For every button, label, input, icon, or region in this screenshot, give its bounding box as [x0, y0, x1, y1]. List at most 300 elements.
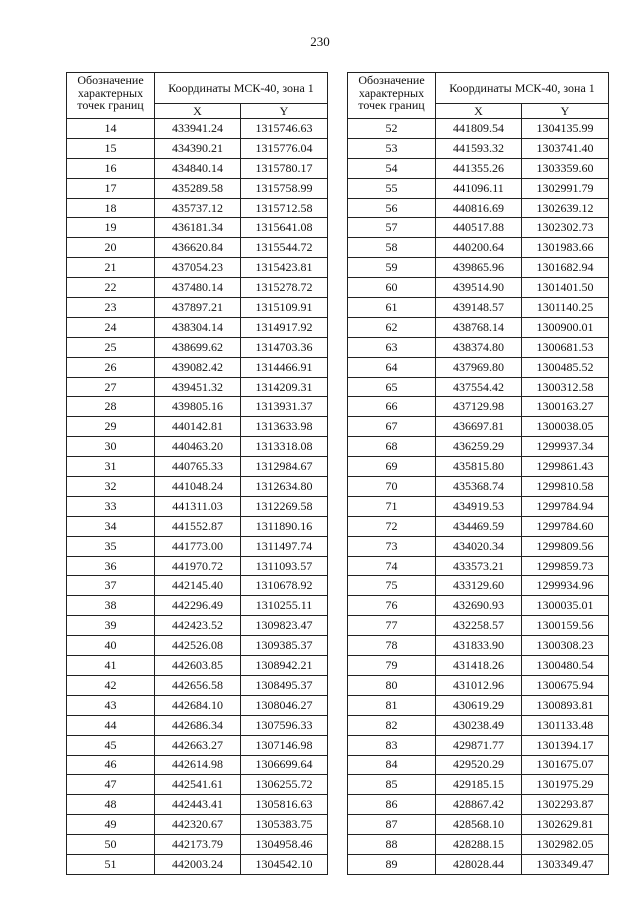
x-coordinate-cell: 437054.23 [155, 258, 241, 278]
table-row [67, 218, 328, 238]
y-coordinate-cell: 1302991.79 [522, 178, 609, 198]
table-row [67, 636, 328, 656]
x-coordinate-cell: 442003.24 [155, 854, 241, 874]
table-row [67, 278, 328, 298]
x-coordinate-cell: 442526.08 [155, 636, 241, 656]
y-coordinate-cell: 1301975.29 [522, 775, 609, 795]
x-coordinate-cell: 442684.10 [155, 695, 241, 715]
y-coordinate-cell: 1302293.87 [522, 795, 609, 815]
x-coordinate-cell: 428867.42 [436, 795, 522, 815]
y-coordinate-cell: 1300485.52 [522, 357, 609, 377]
point-number-cell: 62 [348, 317, 436, 337]
table-row [67, 437, 328, 457]
point-number-cell: 39 [67, 616, 155, 636]
table-row [348, 735, 609, 755]
table-row [67, 178, 328, 198]
table-row [67, 158, 328, 178]
coords-group-header: Координаты МСК-40, зона 1 [436, 73, 609, 104]
x-coordinate-cell: 434020.34 [436, 536, 522, 556]
x-coordinate-cell: 442443.41 [155, 795, 241, 815]
y-coordinate-cell: 1315758.99 [241, 178, 328, 198]
x-coordinate-cell: 436181.34 [155, 218, 241, 238]
y-coordinate-cell: 1307146.98 [241, 735, 328, 755]
x-coordinate-cell: 440463.20 [155, 437, 241, 457]
point-number-cell: 33 [67, 496, 155, 516]
table-row [67, 516, 328, 536]
point-number-cell: 37 [67, 576, 155, 596]
y-coordinate-cell: 1302982.05 [522, 835, 609, 855]
table-row [348, 298, 609, 318]
table-row [67, 775, 328, 795]
point-number-cell: 87 [348, 815, 436, 835]
point-number-cell: 89 [348, 854, 436, 874]
x-coordinate-cell: 435737.12 [155, 198, 241, 218]
table-body [348, 119, 609, 875]
x-coordinate-cell: 437897.21 [155, 298, 241, 318]
table-row [67, 337, 328, 357]
table-row [348, 496, 609, 516]
x-coordinate-cell: 436259.29 [436, 437, 522, 457]
point-label-header: Обозначение характерных точек границ [67, 73, 155, 119]
table-row [348, 516, 609, 536]
x-coordinate-cell: 441809.54 [436, 119, 522, 139]
table-row [67, 238, 328, 258]
x-coordinate-cell: 441096.11 [436, 178, 522, 198]
point-number-cell: 20 [67, 238, 155, 258]
y-coordinate-cell: 1306699.64 [241, 755, 328, 775]
point-number-cell: 88 [348, 835, 436, 855]
x-coordinate-cell: 437129.98 [436, 397, 522, 417]
x-coordinate-cell: 442614.98 [155, 755, 241, 775]
table-row [348, 576, 609, 596]
y-coordinate-cell: 1305383.75 [241, 815, 328, 835]
point-number-cell: 57 [348, 218, 436, 238]
y-coordinate-cell: 1303359.60 [522, 158, 609, 178]
table-row [67, 755, 328, 775]
y-coordinate-cell: 1300035.01 [522, 596, 609, 616]
coordinates-table-left [66, 72, 328, 875]
point-number-cell: 50 [67, 835, 155, 855]
point-number-cell: 14 [67, 119, 155, 139]
y-coordinate-cell: 1311093.57 [241, 556, 328, 576]
y-coordinate-cell: 1312269.58 [241, 496, 328, 516]
table-row [67, 496, 328, 516]
table-row [348, 536, 609, 556]
point-number-cell: 38 [67, 596, 155, 616]
y-coordinate-cell: 1300893.81 [522, 695, 609, 715]
y-coordinate-cell: 1315278.72 [241, 278, 328, 298]
x-coordinate-cell: 437480.14 [155, 278, 241, 298]
y-coordinate-cell: 1308942.21 [241, 656, 328, 676]
point-number-cell: 41 [67, 656, 155, 676]
y-coordinate-cell: 1315746.63 [241, 119, 328, 139]
table-row [348, 397, 609, 417]
point-number-cell: 40 [67, 636, 155, 656]
x-coordinate-cell: 439514.90 [436, 278, 522, 298]
table-row [348, 815, 609, 835]
table-row [67, 795, 328, 815]
y-coordinate-cell: 1311890.16 [241, 516, 328, 536]
point-number-cell: 58 [348, 238, 436, 258]
point-number-cell: 70 [348, 477, 436, 497]
y-coordinate-cell: 1301394.17 [522, 735, 609, 755]
y-header: Y [522, 104, 609, 119]
point-number-cell: 78 [348, 636, 436, 656]
y-coordinate-cell: 1315423.81 [241, 258, 328, 278]
x-coordinate-cell: 436697.81 [436, 417, 522, 437]
point-number-cell: 69 [348, 457, 436, 477]
point-number-cell: 61 [348, 298, 436, 318]
x-coordinate-cell: 428568.10 [436, 815, 522, 835]
point-number-cell: 26 [67, 357, 155, 377]
point-number-cell: 23 [67, 298, 155, 318]
y-coordinate-cell: 1301401.50 [522, 278, 609, 298]
x-coordinate-cell: 432258.57 [436, 616, 522, 636]
point-number-cell: 25 [67, 337, 155, 357]
point-number-cell: 56 [348, 198, 436, 218]
point-number-cell: 17 [67, 178, 155, 198]
y-coordinate-cell: 1301682.94 [522, 258, 609, 278]
y-coordinate-cell: 1302629.81 [522, 815, 609, 835]
y-coordinate-cell: 1301140.25 [522, 298, 609, 318]
point-number-cell: 45 [67, 735, 155, 755]
x-coordinate-cell: 441311.03 [155, 496, 241, 516]
x-coordinate-cell: 442603.85 [155, 656, 241, 676]
table-row [67, 854, 328, 874]
point-number-cell: 22 [67, 278, 155, 298]
point-number-cell: 65 [348, 377, 436, 397]
x-coordinate-cell: 431418.26 [436, 656, 522, 676]
coords-group-header: Координаты МСК-40, зона 1 [155, 73, 328, 104]
table-row [348, 755, 609, 775]
point-number-cell: 16 [67, 158, 155, 178]
x-coordinate-cell: 429520.29 [436, 755, 522, 775]
table-row [348, 775, 609, 795]
point-number-cell: 80 [348, 675, 436, 695]
x-coordinate-cell: 440142.81 [155, 417, 241, 437]
y-coordinate-cell: 1301133.48 [522, 715, 609, 735]
y-coordinate-cell: 1307596.33 [241, 715, 328, 735]
x-coordinate-cell: 441593.32 [436, 138, 522, 158]
x-coordinate-cell: 442320.67 [155, 815, 241, 835]
table-row [348, 218, 609, 238]
point-number-cell: 86 [348, 795, 436, 815]
x-coordinate-cell: 433941.24 [155, 119, 241, 139]
table-row [348, 437, 609, 457]
table-row [348, 854, 609, 874]
table-row [348, 337, 609, 357]
point-number-cell: 64 [348, 357, 436, 377]
y-coordinate-cell: 1300159.56 [522, 616, 609, 636]
x-coordinate-cell: 440517.88 [436, 218, 522, 238]
x-coordinate-cell: 438374.80 [436, 337, 522, 357]
table-row [67, 536, 328, 556]
table-row [348, 178, 609, 198]
y-coordinate-cell: 1299784.60 [522, 516, 609, 536]
table-body [67, 119, 328, 875]
point-number-cell: 76 [348, 596, 436, 616]
table-row [67, 457, 328, 477]
x-coordinate-cell: 434919.53 [436, 496, 522, 516]
x-coordinate-cell: 440200.64 [436, 238, 522, 258]
point-number-cell: 24 [67, 317, 155, 337]
y-coordinate-cell: 1315641.08 [241, 218, 328, 238]
y-coordinate-cell: 1300681.53 [522, 337, 609, 357]
table-row [67, 815, 328, 835]
x-coordinate-cell: 439082.42 [155, 357, 241, 377]
table-row [67, 417, 328, 437]
table-row [348, 477, 609, 497]
point-number-cell: 42 [67, 675, 155, 695]
y-coordinate-cell: 1314466.91 [241, 357, 328, 377]
point-number-cell: 52 [348, 119, 436, 139]
x-header: X [436, 104, 522, 119]
point-number-cell: 55 [348, 178, 436, 198]
x-coordinate-cell: 428028.44 [436, 854, 522, 874]
x-coordinate-cell: 442663.27 [155, 735, 241, 755]
x-coordinate-cell: 432690.93 [436, 596, 522, 616]
x-coordinate-cell: 437554.42 [436, 377, 522, 397]
point-number-cell: 21 [67, 258, 155, 278]
table-row [348, 795, 609, 815]
y-coordinate-cell: 1312984.67 [241, 457, 328, 477]
x-coordinate-cell: 433129.60 [436, 576, 522, 596]
point-number-cell: 53 [348, 138, 436, 158]
y-coordinate-cell: 1314703.36 [241, 337, 328, 357]
point-number-cell: 79 [348, 656, 436, 676]
point-number-cell: 36 [67, 556, 155, 576]
y-coordinate-cell: 1299784.94 [522, 496, 609, 516]
table-row [348, 198, 609, 218]
y-coordinate-cell: 1309385.37 [241, 636, 328, 656]
point-number-cell: 49 [67, 815, 155, 835]
y-coordinate-cell: 1315544.72 [241, 238, 328, 258]
y-coordinate-cell: 1310678.92 [241, 576, 328, 596]
y-coordinate-cell: 1302302.73 [522, 218, 609, 238]
table-row [67, 576, 328, 596]
table-row [67, 317, 328, 337]
point-number-cell: 66 [348, 397, 436, 417]
point-number-cell: 34 [67, 516, 155, 536]
y-coordinate-cell: 1300038.05 [522, 417, 609, 437]
y-coordinate-cell: 1312634.80 [241, 477, 328, 497]
table-row [348, 317, 609, 337]
x-coordinate-cell: 431833.90 [436, 636, 522, 656]
y-coordinate-cell: 1304135.99 [522, 119, 609, 139]
table-row [67, 477, 328, 497]
y-coordinate-cell: 1299859.73 [522, 556, 609, 576]
x-coordinate-cell: 435368.74 [436, 477, 522, 497]
y-header: Y [241, 104, 328, 119]
point-number-cell: 59 [348, 258, 436, 278]
table-row [67, 616, 328, 636]
y-coordinate-cell: 1299937.34 [522, 437, 609, 457]
point-number-cell: 18 [67, 198, 155, 218]
x-coordinate-cell: 437969.80 [436, 357, 522, 377]
point-number-cell: 19 [67, 218, 155, 238]
point-number-cell: 84 [348, 755, 436, 775]
table-row [67, 556, 328, 576]
x-coordinate-cell: 430238.49 [436, 715, 522, 735]
point-number-cell: 75 [348, 576, 436, 596]
table-row [67, 138, 328, 158]
x-coordinate-cell: 429185.15 [436, 775, 522, 795]
point-number-cell: 15 [67, 138, 155, 158]
x-coordinate-cell: 442145.40 [155, 576, 241, 596]
table-row [67, 357, 328, 377]
x-coordinate-cell: 434840.14 [155, 158, 241, 178]
point-number-cell: 46 [67, 755, 155, 775]
y-coordinate-cell: 1313931.37 [241, 397, 328, 417]
x-coordinate-cell: 442686.34 [155, 715, 241, 735]
x-coordinate-cell: 430619.29 [436, 695, 522, 715]
point-number-cell: 30 [67, 437, 155, 457]
y-coordinate-cell: 1300308.23 [522, 636, 609, 656]
point-number-cell: 74 [348, 556, 436, 576]
table-row [67, 198, 328, 218]
table-row [348, 695, 609, 715]
coordinates-table-right [347, 72, 609, 875]
y-coordinate-cell: 1301675.07 [522, 755, 609, 775]
x-coordinate-cell: 436620.84 [155, 238, 241, 258]
table-row [67, 715, 328, 735]
table-row [348, 158, 609, 178]
x-coordinate-cell: 438768.14 [436, 317, 522, 337]
table-row [348, 258, 609, 278]
x-coordinate-cell: 429871.77 [436, 735, 522, 755]
table-row [348, 377, 609, 397]
point-number-cell: 82 [348, 715, 436, 735]
point-number-cell: 77 [348, 616, 436, 636]
table-row [67, 377, 328, 397]
x-coordinate-cell: 435815.80 [436, 457, 522, 477]
point-number-cell: 71 [348, 496, 436, 516]
x-coordinate-cell: 441355.26 [436, 158, 522, 178]
table-row [348, 138, 609, 158]
point-number-cell: 29 [67, 417, 155, 437]
x-coordinate-cell: 442541.61 [155, 775, 241, 795]
x-coordinate-cell: 440765.33 [155, 457, 241, 477]
x-coordinate-cell: 435289.58 [155, 178, 241, 198]
point-number-cell: 27 [67, 377, 155, 397]
point-number-cell: 72 [348, 516, 436, 536]
y-coordinate-cell: 1315780.17 [241, 158, 328, 178]
point-number-cell: 28 [67, 397, 155, 417]
y-coordinate-cell: 1301983.66 [522, 238, 609, 258]
table-row [67, 119, 328, 139]
table-row [348, 835, 609, 855]
x-coordinate-cell: 439148.57 [436, 298, 522, 318]
y-coordinate-cell: 1302639.12 [522, 198, 609, 218]
table-row [67, 835, 328, 855]
y-coordinate-cell: 1300480.54 [522, 656, 609, 676]
x-coordinate-cell: 439805.16 [155, 397, 241, 417]
y-coordinate-cell: 1308495.37 [241, 675, 328, 695]
point-number-cell: 81 [348, 695, 436, 715]
y-coordinate-cell: 1300163.27 [522, 397, 609, 417]
y-coordinate-cell: 1299810.58 [522, 477, 609, 497]
y-coordinate-cell: 1314917.92 [241, 317, 328, 337]
y-coordinate-cell: 1313318.08 [241, 437, 328, 457]
point-number-cell: 44 [67, 715, 155, 735]
table-row [67, 675, 328, 695]
x-coordinate-cell: 441773.00 [155, 536, 241, 556]
point-number-cell: 85 [348, 775, 436, 795]
x-header: X [155, 104, 241, 119]
y-coordinate-cell: 1315712.58 [241, 198, 328, 218]
point-number-cell: 83 [348, 735, 436, 755]
table-row [348, 616, 609, 636]
x-coordinate-cell: 442173.79 [155, 835, 241, 855]
y-coordinate-cell: 1299861.43 [522, 457, 609, 477]
point-number-cell: 67 [348, 417, 436, 437]
table-row [348, 119, 609, 139]
table-row [67, 735, 328, 755]
y-coordinate-cell: 1299809.56 [522, 536, 609, 556]
x-coordinate-cell: 438304.14 [155, 317, 241, 337]
point-number-cell: 47 [67, 775, 155, 795]
x-coordinate-cell: 439451.32 [155, 377, 241, 397]
y-coordinate-cell: 1314209.31 [241, 377, 328, 397]
table-row [348, 656, 609, 676]
point-number-cell: 51 [67, 854, 155, 874]
point-number-cell: 31 [67, 457, 155, 477]
y-coordinate-cell: 1306255.72 [241, 775, 328, 795]
point-number-cell: 43 [67, 695, 155, 715]
x-coordinate-cell: 441048.24 [155, 477, 241, 497]
y-coordinate-cell: 1311497.74 [241, 536, 328, 556]
x-coordinate-cell: 442296.49 [155, 596, 241, 616]
y-coordinate-cell: 1313633.98 [241, 417, 328, 437]
point-number-cell: 68 [348, 437, 436, 457]
point-number-cell: 54 [348, 158, 436, 178]
x-coordinate-cell: 438699.62 [155, 337, 241, 357]
point-number-cell: 32 [67, 477, 155, 497]
y-coordinate-cell: 1305816.63 [241, 795, 328, 815]
table-row [67, 258, 328, 278]
x-coordinate-cell: 434469.59 [436, 516, 522, 536]
x-coordinate-cell: 428288.15 [436, 835, 522, 855]
y-coordinate-cell: 1304958.46 [241, 835, 328, 855]
y-coordinate-cell: 1308046.27 [241, 695, 328, 715]
table-row [348, 278, 609, 298]
page-number: 230 [310, 34, 330, 49]
y-coordinate-cell: 1315109.91 [241, 298, 328, 318]
y-coordinate-cell: 1304542.10 [241, 854, 328, 874]
x-coordinate-cell: 434390.21 [155, 138, 241, 158]
table-row [67, 656, 328, 676]
y-coordinate-cell: 1300312.58 [522, 377, 609, 397]
table-row [348, 357, 609, 377]
point-number-cell: 73 [348, 536, 436, 556]
x-coordinate-cell: 442423.52 [155, 616, 241, 636]
table-row [348, 556, 609, 576]
table-row [348, 417, 609, 437]
point-number-cell: 48 [67, 795, 155, 815]
point-number-cell: 60 [348, 278, 436, 298]
y-coordinate-cell: 1310255.11 [241, 596, 328, 616]
table-row [348, 715, 609, 735]
table-row [67, 397, 328, 417]
y-coordinate-cell: 1315776.04 [241, 138, 328, 158]
x-coordinate-cell: 433573.21 [436, 556, 522, 576]
y-coordinate-cell: 1303741.40 [522, 138, 609, 158]
point-number-cell: 63 [348, 337, 436, 357]
x-coordinate-cell: 440816.69 [436, 198, 522, 218]
y-coordinate-cell: 1303349.47 [522, 854, 609, 874]
table-row [67, 298, 328, 318]
y-coordinate-cell: 1299934.96 [522, 576, 609, 596]
